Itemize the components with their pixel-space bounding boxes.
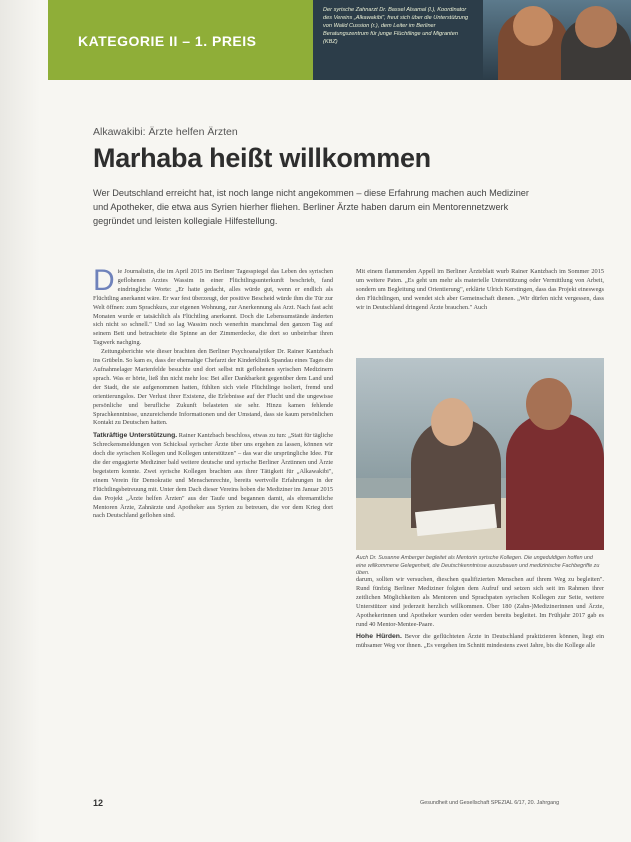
article-column-1	[93, 264, 333, 521]
paragraph-text: ie Journalistin, die im April 2015 im Berliner Tagesspiegel das Leben des syrischen geflohenen Arztes Wassim in einer Flüchtlingsunterkunft beschrieb, fand eindringliche Worte: „Er hatte gedacht, alles würde gut, wenn er endlich als Flüchtling anerkannt wäre. Er war fest überzeugt, der positive Bescheid würde ihm die Tür zur Welt öffnen: zum Sprachkurs, zur eigenen Wohnung, zur Anerkennung als Arzt. Nach fast acht Monaten wurde er tatsächlich als Flüchtling anerkannt. Doch die Lebensumstände änderten sich nicht so schnell." Und so lag Wassim noch wenerhin manchmal den ganzen Tag auf seinem Bett und betrachtete die Spinne an der Zimmerdecke, die dort so unbeirrbar ihren Tagwerk nachging.	[93, 268, 333, 347]
paragraph: Mit einem flammenden Appell im Berliner Ärzteblatt wurb Rainer Kantzbach im Sommer 2015 um weitere Paten. „Es geht um mehr als materielle Unterstützung oder Vermittlung von Arbeit, sondern um Begleitung und Orientierung", erklärte Ulrich Kerstingen, dass das Projekt eineswegs den Flüchtlingen, und wendet sich aber Gemeinschaft dienen. „Wir dürfen nicht vergessen, dass wir in Deutschland dringend Ärzte brauchen." Auch	[356, 268, 604, 311]
paragraph	[356, 633, 604, 651]
woman-head	[431, 398, 473, 446]
footer-source: Gesundheit und Gesellschaft SPEZIAL 6/17, 20. Jahrgang	[420, 800, 560, 806]
paragraph-text: Rainer Kantzbach beschloss, etwas zu tun: „Statt für tägliche Schreckensmeldungen von Schicksal syrischer Ärzte über uns ergehen zu lassen, können wir doch die syrischen Kollegen und Kollegen unterstützen" – das war die ursprüngliche Idee. Für die der engagierte Mediziner bald weitere deutsche und syrische Berliner Ärztinnen und Ärzte begeistern konnte. Zwei syrische Kollegen brachten aus ihrer Tätigkeit für „Alkawakibi", einem Verein für Demokratie und Menschenrechte, bereits wertvolle Erfahrungen in der Flüchtlingsbetreuung mit. Unter dem Dach dieser Vereins hoben die Mediziner im Januar 2015 das Projekt „Ärzte helfen Ärzten" aus der Taufe und begannen damit, als ehrenamtliche Mentoren Ärzte, Zahnärzte und Apotheker aus Syrien zu betreuen, die vor dem Krieg dort nach Deutschland geflohen sind.	[93, 432, 333, 520]
person-left-head	[513, 6, 553, 46]
article-headline: Marhaba heißt willkommen	[93, 143, 431, 173]
subheading: Tatkräftige Unterstützung.	[93, 432, 178, 440]
paragraph: darum, sollten wir versuchen, dieschen qualifizierten Menschen auf ihrem Weg zu begleiten". Rund fünfzig Berliner Mediziner folgten dem Aufruf und setzen sich seit im Rahmen ihrer zeitlichen Möglichkeiten als Mentoren und Sprachpaten syrischen Kollegen zur Seite, weitere Unterstützer sind jederzeit herzlich willkommen. Über 180 (Zahn-)Medizinerinnen und Ärzte, Apothekerinnen und Apotheker wurden oder werden bereits begleitet. Im Frühjahr 2017 gab es rund 40 Mentor-Mentee-Paare.	[356, 576, 604, 628]
paragraph	[93, 264, 333, 348]
main-photo-caption: Auch Dr. Susanne Amberger begleitet als Mentorin syrische Kollegen. Die ungeduldigen hoffen und eine willkommene Gelegenheit, die Deutschkenntnisse auszubauen und medizinische Fachbegriffe zu üben.	[356, 555, 600, 576]
article-column-2	[356, 268, 604, 313]
person-right-head	[575, 6, 617, 48]
article-kicker: Alkawakibi: Ärzte helfen Ärzten	[93, 126, 238, 138]
article-column-2-lower	[356, 576, 604, 651]
main-photo	[356, 358, 604, 550]
top-photo-caption: Der syrische Zahnarzt Dr. Bassel Alsamal (l.), Koordinator des Vereins „Alkawakibi", freut sich über die Unterstützung von Walid Cussion (r.), dem Leiter im Berliner Beratungszentrum für junge Flüchtlinge und Migranten (KBZ)	[323, 7, 469, 45]
scan-edge	[0, 0, 40, 842]
paragraph-text: Bevor die geflüchteten Ärzte in Deutschland praktizieren können, liegt ein mühsamer Weg vor ihnen. „Es vergehen im Schnitt mindestens zwei Jahre, bis die Kollege alle	[356, 633, 604, 650]
paragraph	[93, 432, 333, 521]
category-banner	[48, 0, 313, 80]
top-photo	[313, 0, 631, 80]
man-head	[526, 378, 572, 430]
paragraph: Zeitungsberichte wie dieser brachten den Berliner Psychoanalytiker Dr. Rainer Kantzbach ins Grübeln. So kam es, dass der ehemalige Chefarzt der Kinderklinik Spandau eines Tages die Aufnahmelager Marienfelde besuchte und dort selbst mit geflohenen syrischen Medizinern sprach. Was er hörte, ließ ihn nicht mehr los: Bei aller Dankbarkeit gegenüber dem Land und der Stadt, die sie aufgenommen hatten, fühlten sich viele Flüchtlinge isoliert, fremd und orientierungslos. Der Verlust ihrer Existenz, die Erlebnisse auf der Flucht und die ungewisse persönliche und berufliche Zukunft belasteten sie sehr. Hinzu kamen fehlende Sprachkenntnisse, unzureichende Informationen und der Umstand, dass sie kaum persönlichen Kontakt zu Deutschen hatten.	[93, 348, 333, 427]
category-label: KATEGORIE II – 1. PREIS	[78, 33, 257, 49]
drop-cap: D	[93, 264, 115, 297]
man-body	[506, 413, 604, 550]
article-lead: Wer Deutschland erreicht hat, ist noch lange nicht angekommen – diese Erfahrung machen auch Mediziner und Apotheker, die etwa aus Syrien hierher fliehen. Berliner Ärzte haben darum ein Mentorennetzwerk gegründet und leisten kollegiale Hilfestellung.	[93, 188, 529, 226]
page-number: 12	[93, 798, 104, 808]
subheading: Hohe Hürden.	[356, 633, 402, 641]
